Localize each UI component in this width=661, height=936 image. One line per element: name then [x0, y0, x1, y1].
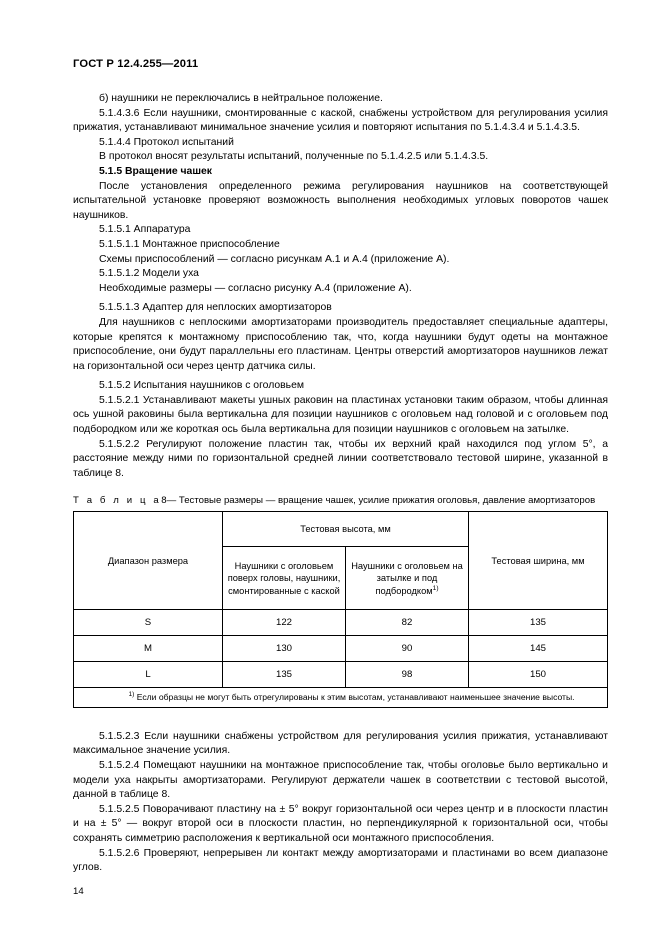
paragraph-5-1-5-2-1: 5.1.5.2.1 Устанавливают макеты ушных раковин на пластинах установки таким образом, чтобы длинная ось ушной раковины была вертикальна для позиции наушников с оголовьем над головой и с оголовьем под подбородком или же короткая ось была вертикальна для позиции наушников с оголовьем на затылке.	[73, 394, 608, 436]
table-subheader-behind-neck-text: Наушники с оголовьем на затылке и под подбородком	[351, 560, 463, 596]
post-table-content	[73, 730, 608, 876]
paragraph-fixture-schemes: Схемы приспособлений — согласно рисункам А.1 и А.4 (приложение А).	[99, 253, 450, 265]
table-caption-label: Т а б л и ц а	[73, 495, 162, 507]
cell-test-width: 145	[469, 636, 608, 662]
heading-5-1-5: 5.1.5 Вращение чашек	[99, 165, 212, 177]
cell-height-over-head: 122	[223, 610, 346, 636]
footnote-text: Если образцы не могут быть отрегулированы к этим высотам, устанавливают наименьшее значение высоты.	[136, 692, 575, 703]
paragraph-adapters: Для наушников с неплоскими амортизаторами производитель предоставляет специальные адаптеры, которые крепятся к монтажному приспособлению так, что, когда наушники будут одеты на монтажное приспособление, они будут параллельны его пластинам. Центры отверстий амортизаторов наушников лежат на горизонтальной оси через центр датчика силы.	[73, 316, 608, 372]
paragraph-5-1-5-2-3: 5.1.5.2.3 Если наушники снабжены устройством для регулирования усилия прижатия, устанавливают максимальное значение усилия.	[73, 730, 608, 757]
paragraph-5-1-5-1-1: 5.1.5.1.1 Монтажное приспособление	[99, 238, 280, 250]
paragraph-5-1-5-1-3: 5.1.5.1.3 Адаптер для неплоских амортизаторов	[99, 302, 332, 314]
cell-height-behind-neck: 90	[346, 636, 469, 662]
table-row	[74, 610, 608, 636]
table-header-test-width: Тестовая ширина, мм	[469, 512, 608, 610]
table-subheader-over-head: Наушники с оголовьем поверх головы, наушники, смонтированные с каской	[223, 547, 346, 610]
table-header-row-group	[74, 512, 608, 547]
paragraph-5-1-5-2-2: 5.1.5.2.2 Регулируют положение пластин так, чтобы их верхний край находился под углом 5°, а расстояние между ними по горизонтальной средней линии соответствовало тестовой ширине, указанной в таблице 8.	[73, 438, 608, 479]
cell-height-behind-neck: 82	[346, 610, 469, 636]
page-content	[73, 92, 608, 876]
footnote-ref-marker: 1)	[432, 584, 439, 592]
cell-height-behind-neck: 98	[346, 662, 469, 688]
table-header-test-height: Тестовая высота, мм	[223, 512, 469, 547]
paragraph-5-1-5-2-6: 5.1.5.2.6 Проверяют, непрерывен ли контакт между амортизаторами и пластинами во всем диапазоне углов.	[73, 847, 608, 874]
cell-test-width: 150	[469, 662, 608, 688]
table-row	[74, 636, 608, 662]
cell-height-over-head: 135	[223, 662, 346, 688]
paragraph-5-1-5-1-2: 5.1.5.1.2 Модели уха	[99, 268, 199, 280]
paragraph-5-1-5-1: 5.1.5.1 Аппаратура	[99, 224, 191, 236]
cell-height-over-head: 130	[223, 636, 346, 662]
table-footnote	[74, 688, 608, 707]
table-header-size-range: Диапазон размера	[74, 512, 223, 610]
paragraph-5-1-4-3-6: 5.1.4.3.6 Если наушники, смонтированные с каской, снабжены устройством для регулирования усилия прижатия, устанавливают минимальное значение усилия и повторяют испытания по 5.1.4.3.4 и 5.1.4.3.5.	[73, 107, 608, 134]
table-footnote-row	[74, 688, 608, 707]
table-subheader-behind-neck	[346, 547, 469, 610]
paragraph-protocol-results: В протокол вносят результаты испытаний, полученные по 5.1.4.2.5 или 5.1.4.3.5.	[99, 151, 489, 163]
paragraph-5-1-5-2-5: 5.1.5.2.5 Поворачивают пластину на ± 5° вокруг горизонтальной оси через центр и в плоскости пластин и на ± 5° — вокруг второй оси в плоскости пластин, но перпендикулярной к горизонтальной оси, чтобы сохранять симметрию расположения к вертикальной оси монтажного приспособления.	[73, 803, 608, 844]
page-number: 14	[73, 886, 84, 897]
paragraph-5-1-5-2: 5.1.5.2 Испытания наушников с оголовьем	[99, 380, 305, 392]
cell-test-width: 135	[469, 610, 608, 636]
page-header: ГОСТ Р 12.4.255—2011	[73, 58, 199, 70]
table-caption-text: — Тестовые размеры — вращение чашек, усилие прижатия оголовья, давление амортизаторов	[166, 495, 596, 507]
paragraph-5-1-5-intro: После установления определенного режима регулирования наушников на соответствующей испытательной установке проверяют возможность выполнения необходимых угловых поворотов чашек наушников.	[73, 180, 608, 221]
test-dimensions-table	[73, 511, 608, 707]
paragraph-5-1-4-4: 5.1.4.4 Протокол испытаний	[99, 136, 234, 148]
paragraph-5-1-5-2-4: 5.1.5.2.4 Помещают наушники на монтажное приспособление так, чтобы оголовье было вертикально и модели уха накрыты амортизаторами. Регулируют держатели чашек в соответствии с тестовой высотой, данной в таблице 8.	[73, 760, 608, 801]
table-caption-number: 8	[161, 495, 167, 507]
table-caption	[73, 495, 608, 506]
table-row	[74, 662, 608, 688]
cell-size-range: L	[74, 662, 223, 688]
paragraph-required-dimensions: Необходимые размеры — согласно рисунку А.4 (приложение А).	[99, 282, 412, 294]
footnote-marker: 1)	[128, 691, 135, 699]
paragraph-b: б) наушники не переключались в нейтральное положение.	[99, 93, 383, 104]
cell-size-range: M	[74, 636, 223, 662]
cell-size-range: S	[74, 610, 223, 636]
